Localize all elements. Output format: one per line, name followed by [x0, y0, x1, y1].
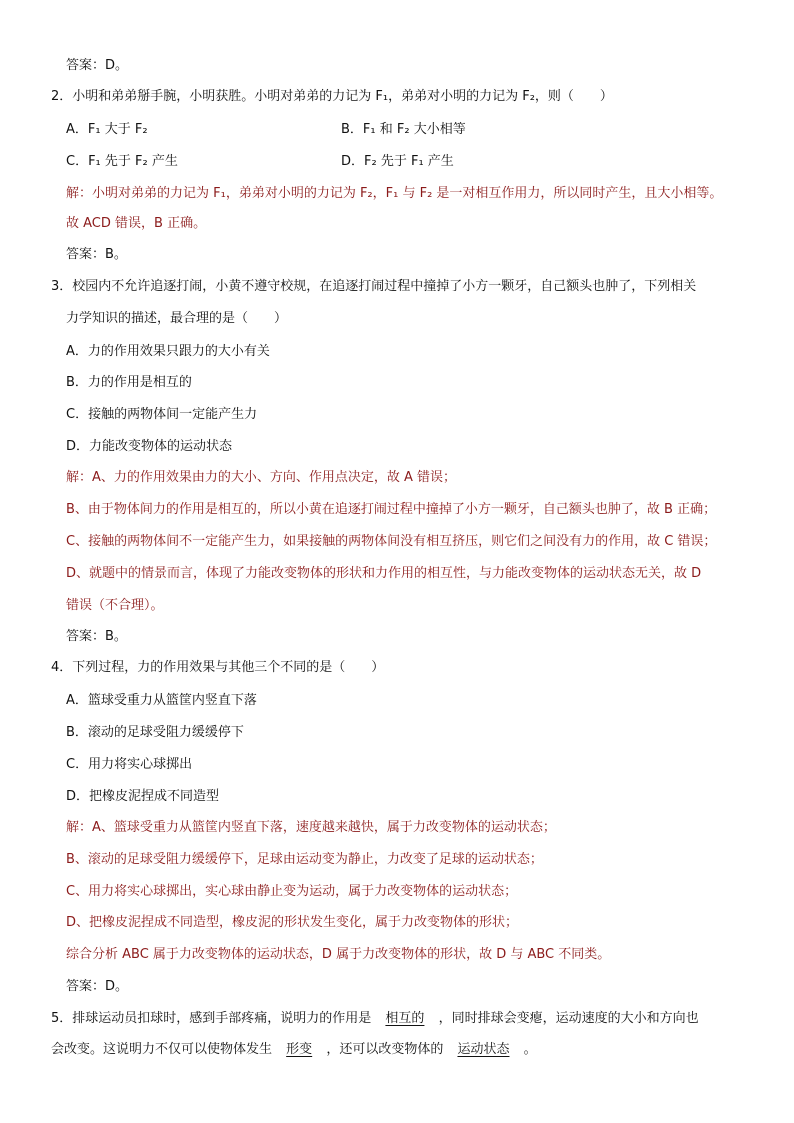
- q4-answer: 答案：D。: [66, 979, 129, 994]
- q4-option-a: A．篮球受重力从篮筐内竖直下落: [66, 693, 257, 708]
- q4-option-b: B．滚动的足球受阻力缓缓停下: [66, 725, 244, 740]
- q2-option-d: D．F₂ 先于 F₁ 产生: [341, 154, 454, 169]
- q5-text-2a: 会改变。这说明力不仅可以使物体发生: [51, 1042, 273, 1057]
- q4-option-d: D．把橡皮泥捏成不同造型: [66, 789, 220, 804]
- q5-text-2b: ，还可以改变物体的: [326, 1042, 444, 1057]
- q3-solution-line-1: 解：A、力的作用效果由力的大小、方向、作用点决定，故 A 错误；: [66, 470, 457, 485]
- q5-text-2c: 。: [523, 1042, 537, 1057]
- q3-option-d: D．力能改变物体的运动状态: [66, 439, 233, 454]
- q3-solution-line-2: B、由于物体间力的作用是相互的，所以小黄在追逐打闹过程中撞掉了小方一颗牙，自己额头也肿了，故 B 正确；: [66, 502, 717, 517]
- q2-option-a: A．F₁ 大于 F₂: [66, 122, 148, 137]
- q3-option-c: C．接触的两物体间一定能产生力: [66, 407, 258, 422]
- q5-line-2: [51, 1041, 537, 1059]
- q3-answer: 答案：B。: [66, 629, 127, 644]
- q4-solution-line-4: D、把橡皮泥捏成不同造型，橡皮泥的形状发生变化，属于力改变物体的形状；: [66, 915, 519, 930]
- q2-stem: 2．小明和弟弟掰手腕，小明获胜。小明对弟弟的力记为 F₁，弟弟对小明的力记为 F₂，则（ ）: [51, 89, 613, 104]
- q5-line-1: [51, 1010, 699, 1028]
- q3-option-b: B．力的作用是相互的: [66, 375, 192, 390]
- q2-option-b: B．F₁ 和 F₂ 大小相等: [341, 122, 466, 137]
- q3-stem-line-1: 3．校园内不允许追逐打闹，小黄不遵守校规，在追逐打闹过程中撞掉了小方一颗牙，自己额头也肿了，下列相关: [51, 279, 697, 294]
- q3-stem-line-2: 力学知识的描述，最合理的是（ ）: [66, 311, 288, 326]
- q4-stem: 4．下列过程，力的作用效果与其他三个不同的是（ ）: [51, 660, 385, 675]
- q2-answer: 答案：B。: [66, 247, 127, 262]
- q4-solution-line-2: B、滚动的足球受阻力缓缓停下，足球由运动变为静止，力改变了足球的运动状态；: [66, 852, 543, 867]
- q3-solution-line-3: C、接触的两物体间不一定能产生力，如果接触的两物体间没有相互挤压，则它们之间没有力的作用，故 C 错误；: [66, 534, 717, 549]
- q5-blank-3: 运动状态: [457, 1042, 510, 1057]
- q3-solution-line-5: 错误（不合理）。: [66, 598, 164, 613]
- q2-solution-line-2: 故 ACD 错误，B 正确。: [66, 216, 207, 231]
- q5-blank-2: 形变: [286, 1042, 313, 1057]
- q2-solution-line-1: 解：小明对弟弟的力记为 F₁，弟弟对小明的力记为 F₂，F₁ 与 F₂ 是一对相互作用力，所以同时产生，且大小相等。: [66, 186, 723, 201]
- q5-text-1a: 5．排球运动员扣球时，感到手部疼痛，说明力的作用是: [51, 1011, 372, 1026]
- q3-option-a: A．力的作用效果只跟力的大小有关: [66, 344, 270, 359]
- q4-solution-line-3: C、用力将实心球掷出，实心球由静止变为运动，属于力改变物体的运动状态；: [66, 884, 518, 899]
- q5-blank-1: 相互的: [385, 1011, 425, 1026]
- q4-option-c: C．用力将实心球掷出: [66, 757, 193, 772]
- q2-option-c: C．F₁ 先于 F₂ 产生: [66, 154, 178, 169]
- q4-solution-line-5: 综合分析 ABC 属于力改变物体的运动状态，D 属于力改变物体的形状，故 D 与 ABC 不同类。: [66, 947, 611, 962]
- q5-text-1b: ，同时排球会变瘪，运动速度的大小和方向也: [438, 1011, 699, 1026]
- q4-solution-line-1: 解：A、篮球受重力从篮筐内竖直下落，速度越来越快，属于力改变物体的运动状态；: [66, 820, 556, 835]
- q1-answer: 答案：D。: [66, 58, 129, 73]
- q3-solution-line-4: D、就题中的情景而言，体现了力能改变物体的形状和力作用的相互性，与力能改变物体的运动状态无关，故 D: [66, 566, 702, 581]
